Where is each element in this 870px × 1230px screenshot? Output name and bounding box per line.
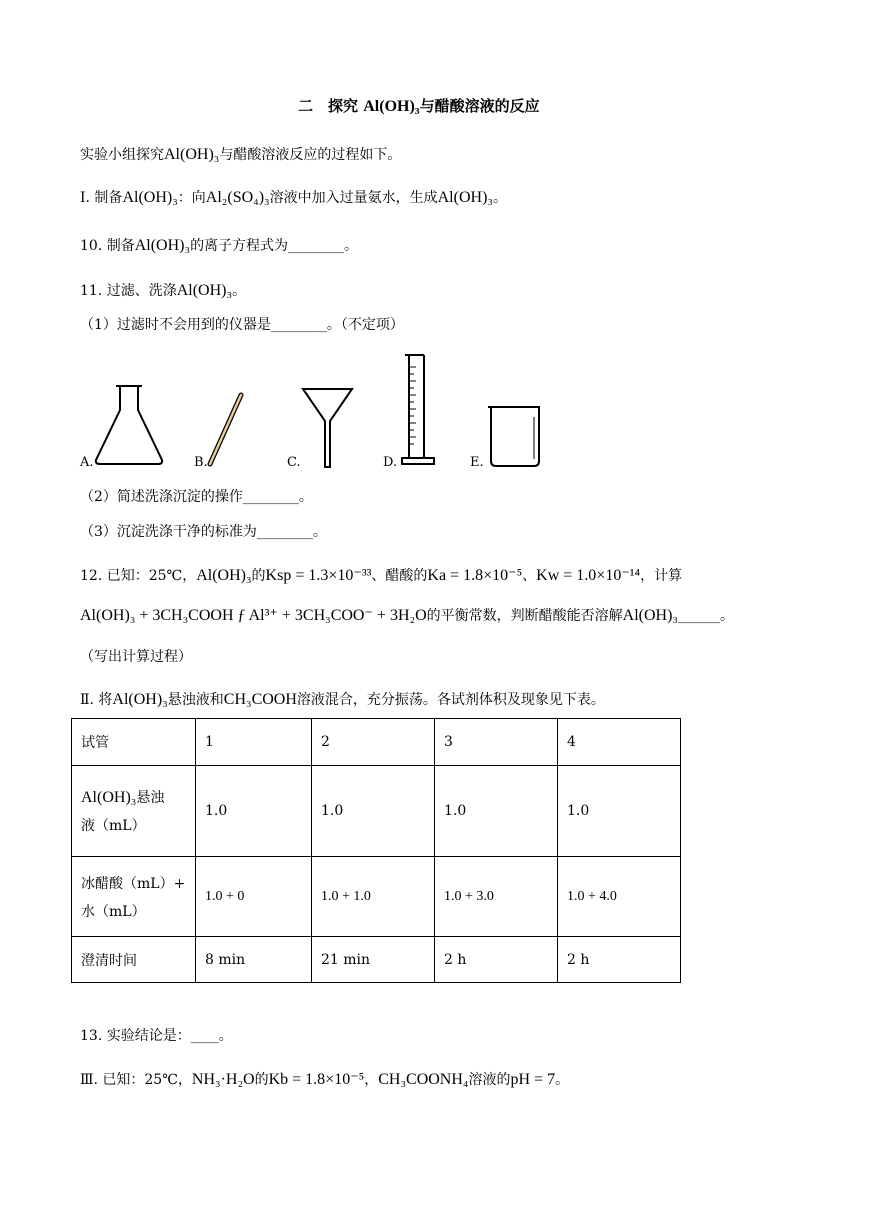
intro-line: 实验小组探究Al(OH)₃与醋酸溶液反应的过程如下。 <box>80 146 402 163</box>
conical-flask-icon <box>92 380 167 470</box>
question-11: 11. 过滤、洗涤Al(OH)₃。 <box>80 282 247 299</box>
beaker-icon <box>485 403 545 469</box>
table-row <box>72 857 681 937</box>
table-header-cell: 1 <box>196 719 312 766</box>
part3-line: Ⅲ. 已知：25℃，NH₃·H₂O的Kb = 1.8×10⁻⁵，CH₃COONH₄溶液的pH = 7。 <box>80 1071 570 1088</box>
table-row <box>72 766 681 857</box>
table-cell: 2 h <box>435 937 558 983</box>
table-cell: 1.0 <box>558 766 681 857</box>
row-label: Al(OH)₃悬浊 液（mL） <box>72 766 196 857</box>
option-e-label: E. <box>470 455 484 470</box>
row-label: 冰醋酸（mL）+ 水（mL） <box>72 857 196 937</box>
option-b-label: B. <box>194 455 208 470</box>
question-12: 12. 已知：25℃，Al(OH)₃的Ksp = 1.3×10⁻³³、醋酸的Ka = 1.8×10⁻⁵、Kw = 1.0×10⁻¹⁴，计算 <box>80 567 683 584</box>
table-cell: 1.0 <box>435 766 558 857</box>
table-cell: 1.0 + 3.0 <box>435 857 558 937</box>
part1-line: Ⅰ. 制备Al(OH)₃：向Al₂(SO₄)₃溶液中加入过量氨水，生成Al(OH)₃。 <box>80 189 507 206</box>
formula: Al(OH)₃ <box>363 98 420 115</box>
table-cell: 1.0 + 0 <box>196 857 312 937</box>
glass-rod-icon <box>205 392 245 467</box>
question-13: 13. 实验结论是：____。 <box>80 1028 233 1044</box>
table-header-cell: 3 <box>435 719 558 766</box>
table-header-cell: 试管 <box>72 719 196 766</box>
table-header-cell: 2 <box>312 719 435 766</box>
table-cell: 1.0 + 4.0 <box>558 857 681 937</box>
table-cell: 1.0 + 1.0 <box>312 857 435 937</box>
table-cell: 21 min <box>312 937 435 983</box>
question-11-3: （3）沉淀洗涤干净的标准为________。 <box>80 524 327 540</box>
table-cell: 8 min <box>196 937 312 983</box>
question-12-note: （写出计算过程） <box>80 649 192 665</box>
question-10: 10. 制备Al(OH)₃的离子方程式为________。 <box>80 237 359 254</box>
option-c-label: C. <box>287 455 301 470</box>
funnel-icon <box>300 385 355 470</box>
part2-line: Ⅱ. 将Al(OH)₃悬浊液和CH₃COOH溶液混合，充分振荡。各试剂体积及现象见下表。 <box>80 691 605 708</box>
question-12-equation: Al(OH)₃ + 3CH₃COOH ƒ Al³⁺ + 3CH₃COO⁻ + 3H₂O的平衡常数，判断醋酸能否溶解Al(OH)₃______。 <box>80 607 734 624</box>
option-a-label: A. <box>80 455 94 470</box>
table-header-row <box>72 719 681 766</box>
section-title: 二 探究 Al(OH)₃与醋酸溶液的反应 <box>298 97 540 115</box>
row-label: 澄清时间 <box>72 937 196 983</box>
experiment-table <box>71 718 681 983</box>
graduated-cylinder-icon <box>400 352 442 467</box>
table-cell: 1.0 <box>196 766 312 857</box>
option-d-label: D. <box>383 455 398 470</box>
question-11-2: （2）简述洗涤沉淀的操作________。 <box>80 489 313 505</box>
table-cell: 2 h <box>558 937 681 983</box>
table-cell: 1.0 <box>312 766 435 857</box>
table-header-cell: 4 <box>558 719 681 766</box>
question-11-1: （1）过滤时不会用到的仪器是________。（不定项） <box>80 317 404 333</box>
table-row <box>72 937 681 983</box>
